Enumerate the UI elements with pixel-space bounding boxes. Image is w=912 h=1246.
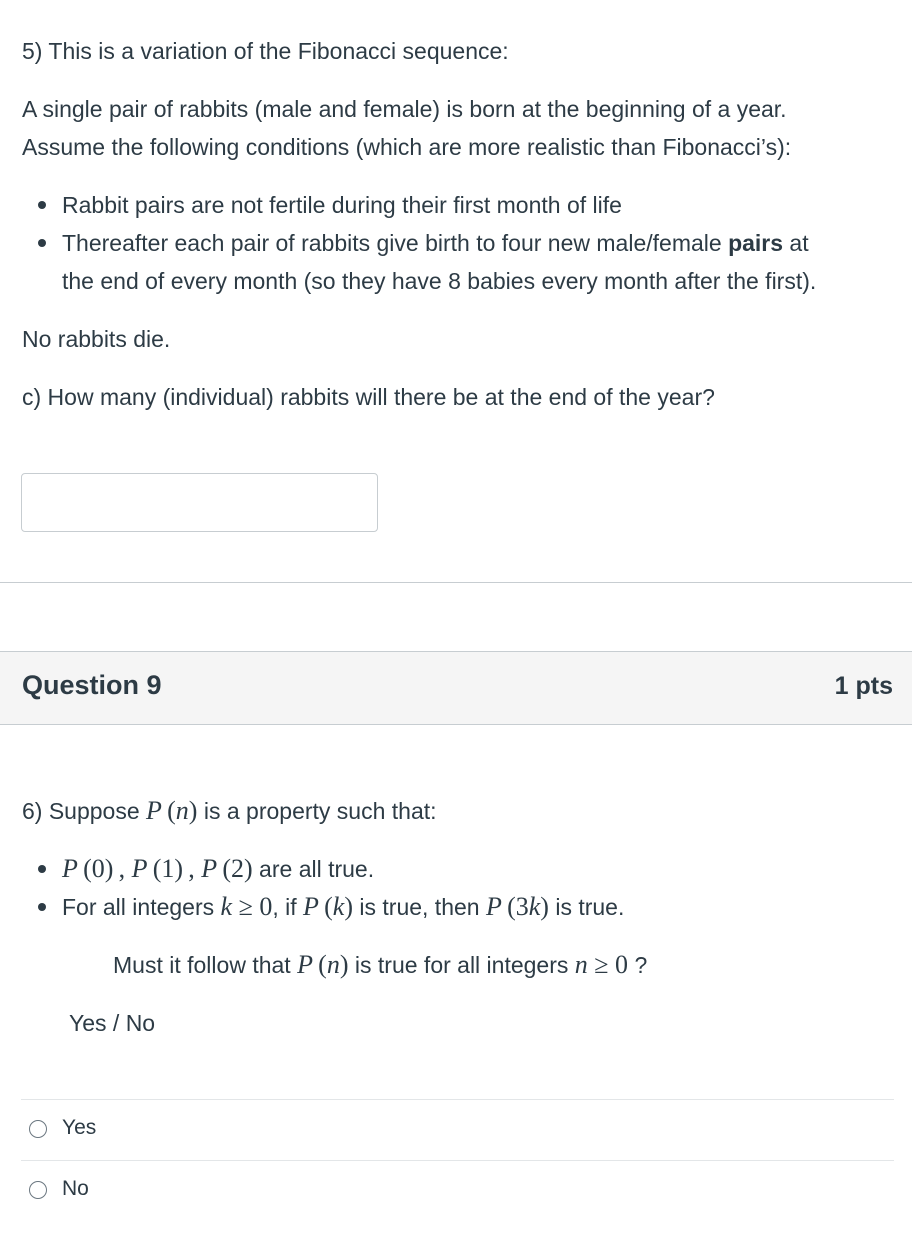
radio-no[interactable] bbox=[29, 1181, 47, 1199]
bullet-icon bbox=[38, 201, 46, 209]
bullet-icon bbox=[38, 903, 46, 911]
q9-property-1-text: are all true. bbox=[252, 856, 375, 882]
math-P-3k: P (3k) bbox=[485, 892, 549, 921]
answer-option-no-label: No bbox=[62, 1177, 89, 1200]
q9-property-2 bbox=[22, 888, 902, 926]
q8-paragraph bbox=[22, 90, 791, 166]
question-divider bbox=[0, 582, 912, 583]
radio-yes[interactable] bbox=[29, 1120, 47, 1138]
math-P-n: P (n) bbox=[146, 796, 198, 825]
question-points: 1 pts bbox=[834, 672, 893, 700]
q9-properties-list bbox=[22, 850, 902, 926]
q8-condition-2 bbox=[22, 224, 902, 300]
math-k-geq-0: k ≥ 0 bbox=[220, 892, 273, 921]
q9-property-2-pre: For all integers bbox=[62, 894, 221, 920]
q9-yes-no-text: Yes / No bbox=[69, 1010, 156, 1036]
q9-follow-post: ? bbox=[628, 952, 648, 978]
q8-condition-2-bold: pairs bbox=[728, 230, 784, 256]
q9-follow-question bbox=[113, 946, 647, 984]
math-P0-P1-P2: P (0) , P (1) , P (2) bbox=[62, 854, 253, 883]
bullet-icon bbox=[38, 865, 46, 873]
math-P-k: P (k) bbox=[303, 892, 353, 921]
q9-intro-pre: 6) Suppose bbox=[22, 798, 147, 824]
q8-condition-2-line2: the end of every month (so they have 8 babies every month after the first). bbox=[62, 268, 817, 294]
math-P-n-2: P (n) bbox=[297, 950, 349, 979]
q9-intro-post: is a property such that: bbox=[197, 798, 437, 824]
q8-paragraph-line2: Assume the following conditions (which are more realistic than Fibonacci’s): bbox=[22, 134, 792, 160]
answer-option-yes[interactable] bbox=[21, 1100, 894, 1160]
answer-option-yes-label: Yes bbox=[62, 1116, 97, 1139]
question-title: Question 9 bbox=[22, 670, 162, 700]
q9-property-2-mid2: is true, then bbox=[353, 894, 486, 920]
q8-condition-2-text: Thereafter each pair of rabbits give birth to four new male/female bbox=[62, 230, 729, 256]
answer-option-no[interactable] bbox=[21, 1161, 894, 1221]
q9-property-2-mid1: , if bbox=[272, 894, 304, 920]
question-header bbox=[0, 651, 912, 725]
q9-property-2-post: is true. bbox=[548, 894, 625, 920]
math-n-geq-0: n ≥ 0 bbox=[574, 950, 629, 979]
q8-paragraph-line1: A single pair of rabbits (male and female) is born at the beginning of a year. bbox=[22, 96, 787, 122]
q8-answer-input[interactable] bbox=[21, 473, 378, 532]
q8-question: c) How many (individual) rabbits will there be at the end of the year? bbox=[22, 384, 715, 410]
q9-property-1 bbox=[22, 850, 902, 888]
q8-conditions-list bbox=[22, 186, 902, 300]
q9-intro bbox=[22, 792, 437, 830]
q9-follow-pre: Must it follow that bbox=[113, 952, 298, 978]
q8-no-die: No rabbits die. bbox=[22, 326, 171, 352]
bullet-icon bbox=[38, 239, 46, 247]
q8-condition-1-text: Rabbit pairs are not fertile during their first month of life bbox=[62, 192, 622, 218]
q8-intro: 5) This is a variation of the Fibonacci sequence: bbox=[22, 38, 509, 64]
q8-condition-1 bbox=[22, 186, 902, 224]
q8-condition-2-tail: at bbox=[783, 230, 809, 256]
q9-follow-mid: is true for all integers bbox=[348, 952, 575, 978]
